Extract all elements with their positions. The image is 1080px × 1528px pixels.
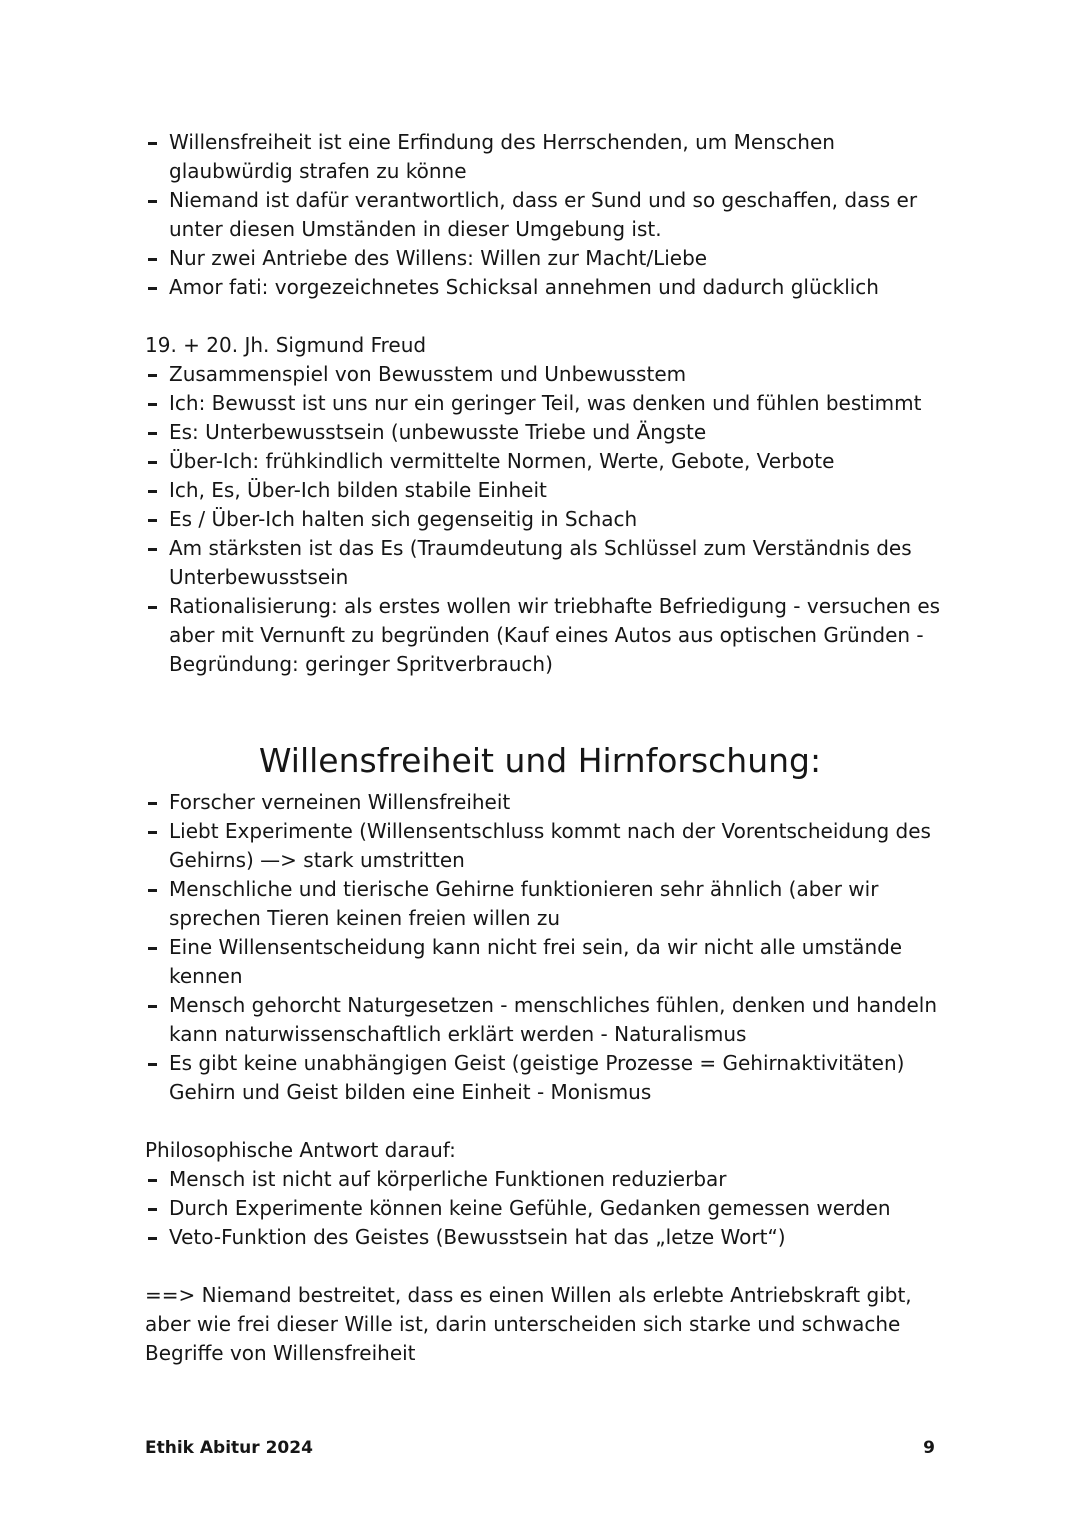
- footer-title: Ethik Abitur 2024: [145, 1438, 313, 1458]
- philosophy-heading: Philosophische Antwort darauf:: [145, 1138, 456, 1162]
- list-item: Willensfreiheit ist eine Erfindung des Herrschenden, um Menschen glaubwürdig strafen zu könne: [145, 128, 945, 186]
- spacer: [145, 1252, 945, 1281]
- page-content: [145, 128, 945, 1368]
- list-item: Mensch ist nicht auf körperliche Funktionen reduzierbar: [145, 1165, 945, 1194]
- freud-list: [145, 360, 945, 679]
- page-footer: [145, 1438, 935, 1458]
- spacer: [145, 781, 945, 788]
- list-item: Zusammenspiel von Bewusstem und Unbewusstem: [145, 360, 945, 389]
- list-item: Mensch gehorcht Naturgesetzen - menschliches fühlen, denken und handeln kann naturwissenschaftlich erklärt werden - Naturalismus: [145, 991, 945, 1049]
- list-item: Es / Über-Ich halten sich gegenseitig in Schach: [145, 505, 945, 534]
- list-item: Veto-Funktion des Geistes (Bewusstsein hat das „letze Wort“): [145, 1223, 945, 1252]
- list-item: Über-Ich: frühkindlich vermittelte Normen, Werte, Gebote, Verbote: [145, 447, 945, 476]
- philosophy-list: [145, 1165, 945, 1252]
- list-item: Amor fati: vorgezeichnetes Schicksal annehmen und dadurch glücklich: [145, 273, 945, 302]
- freud-heading: 19. + 20. Jh. Sigmund Freud: [145, 333, 427, 357]
- hirnforschung-list: [145, 788, 945, 1107]
- section-title: Willensfreiheit und Hirnforschung:: [258, 741, 822, 780]
- list-item: Rationalisierung: als erstes wollen wir triebhafte Befriedigung - versuchen es aber mit Vernunft zu begründen (Kauf eines Autos aus optischen Gründen - Begründung: geringer Spritverbrauch): [145, 592, 945, 679]
- list-item: Es: Unterbewusstsein (unbewusste Triebe und Ängste: [145, 418, 945, 447]
- list-item: Menschliche und tierische Gehirne funktionieren sehr ähnlich (aber wir sprechen Tieren keinen freien willen zu: [145, 875, 945, 933]
- list-item: Nur zwei Antriebe des Willens: Willen zur Macht/Liebe: [145, 244, 945, 273]
- spacer: [145, 679, 945, 741]
- spacer: [145, 302, 945, 331]
- list-item: Eine Willensentscheidung kann nicht frei sein, da wir nicht alle umstände kennen: [145, 933, 945, 991]
- list-item: Es gibt keine unabhängigen Geist (geistige Prozesse = Gehirnaktivitäten) Gehirn und Geist bilden eine Einheit - Monismus: [145, 1049, 945, 1107]
- list-item: Ich: Bewusst ist uns nur ein geringer Teil, was denken und fühlen bestimmt: [145, 389, 945, 418]
- spacer: [145, 1107, 945, 1136]
- list-item: Forscher verneinen Willensfreiheit: [145, 788, 945, 817]
- conclusion-paragraph: ==> Niemand bestreitet, dass es einen Willen als erlebte Antriebskraft gibt, aber wie frei dieser Wille ist, darin unterscheiden sich starke und schwache Begriffe von Willensfreiheit: [145, 1283, 912, 1365]
- list-item: Niemand ist dafür verantwortlich, dass er Sund und so geschaffen, dass er unter diesen Umständen in dieser Umgebung ist.: [145, 186, 945, 244]
- page-number: 9: [923, 1438, 935, 1458]
- nietzsche-list: [145, 128, 945, 302]
- list-item: Ich, Es, Über-Ich bilden stabile Einheit: [145, 476, 945, 505]
- list-item: Liebt Experimente (Willensentschluss kommt nach der Vorentscheidung des Gehirns) —> stark umstritten: [145, 817, 945, 875]
- list-item: Durch Experimente können keine Gefühle, Gedanken gemessen werden: [145, 1194, 945, 1223]
- list-item: Am stärksten ist das Es (Traumdeutung als Schlüssel zum Verständnis des Unterbewusstsein: [145, 534, 945, 592]
